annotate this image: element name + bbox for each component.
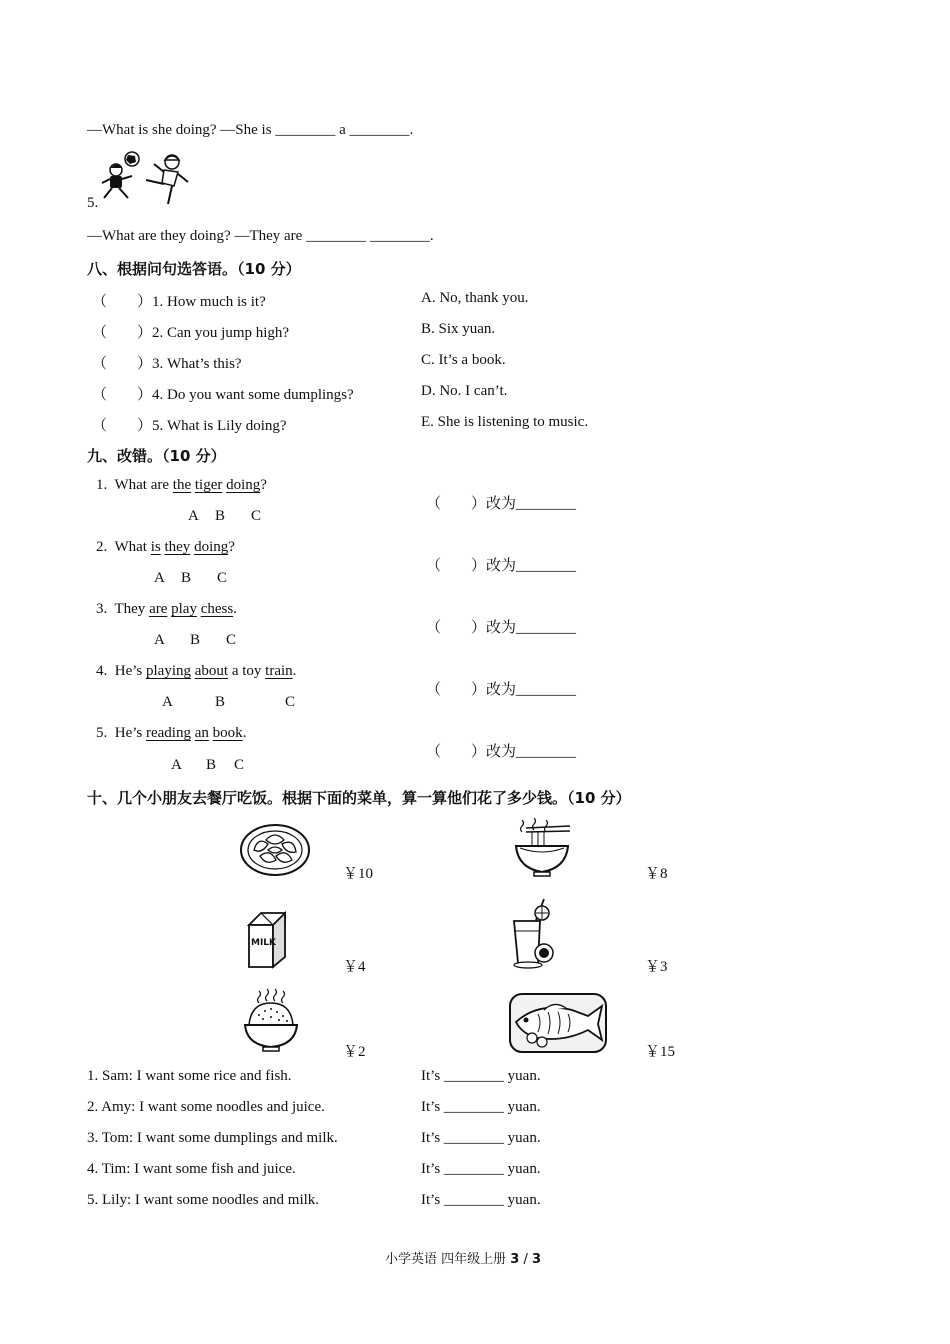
menu-price: ￥4 bbox=[343, 959, 366, 975]
menu-price: ￥2 bbox=[343, 1044, 366, 1060]
question-text: 2. Can you jump high? bbox=[152, 325, 290, 341]
error-sentence: 1. What are the tiger doing? bbox=[96, 477, 267, 493]
question-text: 1. How much is it? bbox=[152, 294, 266, 310]
underlined-word-c: doing bbox=[194, 539, 229, 555]
correction-row[interactable]: （ ）改为________ bbox=[426, 496, 577, 512]
underlined-word-a: playing bbox=[146, 663, 191, 679]
juice-glass-icon bbox=[510, 897, 562, 969]
q5-answer-line: —What are they doing? —They are ________ ________. bbox=[87, 228, 434, 244]
option-letter: B bbox=[190, 632, 201, 648]
error-sentence: 4. He’s playing about a toy train. bbox=[96, 663, 297, 679]
correction-row[interactable]: （ ）改为________ bbox=[426, 558, 577, 574]
order-answer-field[interactable]: It’s ________ yuan. bbox=[421, 1161, 541, 1177]
fish-plate-icon bbox=[508, 992, 608, 1054]
answer-option: C. It’s a book. bbox=[421, 352, 506, 368]
answer-option: A. No, thank you. bbox=[421, 290, 529, 306]
dumplings-plate-icon bbox=[240, 822, 310, 877]
footer-text: 小学英语 四年级上册 bbox=[385, 1252, 511, 1267]
order-text: 1. Sam: I want some rice and fish. bbox=[87, 1068, 292, 1084]
question-row bbox=[92, 352, 242, 373]
option-letter: B bbox=[215, 508, 226, 524]
menu-price: ￥15 bbox=[645, 1044, 676, 1060]
question-row bbox=[92, 383, 354, 404]
option-letter: A bbox=[154, 632, 165, 648]
option-letter: C bbox=[234, 757, 245, 773]
answer-option: B. Six yuan. bbox=[421, 321, 496, 337]
question-text: 4. Do you want some dumplings? bbox=[152, 387, 354, 403]
error-sentence: 3. They are play chess. bbox=[96, 601, 237, 617]
underlined-word-a: the bbox=[172, 477, 192, 493]
answer-paren[interactable]: （ ） bbox=[92, 418, 153, 434]
order-answer-field[interactable]: It’s ________ yuan. bbox=[421, 1192, 541, 1208]
option-letter: B bbox=[181, 570, 192, 586]
underlined-word-c: doing bbox=[226, 477, 261, 493]
underlined-word-c: book bbox=[212, 725, 243, 741]
option-letter: C bbox=[285, 694, 296, 710]
question-text: 5. What is Lily doing? bbox=[152, 418, 287, 434]
answer-option: D. No. I can’t. bbox=[421, 383, 508, 399]
option-letter: A bbox=[154, 570, 165, 586]
order-answer-field[interactable]: It’s ________ yuan. bbox=[421, 1068, 541, 1084]
page-total: 3 bbox=[531, 1252, 542, 1267]
section-9-title: 九、改错。（10 分） bbox=[87, 447, 226, 465]
option-letter: C bbox=[217, 570, 228, 586]
underlined-word-b: about bbox=[194, 663, 229, 679]
question-row bbox=[92, 414, 287, 435]
question-text: 3. What’s this? bbox=[152, 356, 242, 372]
menu-price: ￥8 bbox=[645, 866, 668, 882]
underlined-word-b: they bbox=[164, 539, 191, 555]
underlined-word-b: tiger bbox=[194, 477, 223, 493]
question-row bbox=[92, 290, 266, 311]
order-text: 2. Amy: I want some noodles and juice. bbox=[87, 1099, 325, 1115]
option-letter: A bbox=[188, 508, 199, 524]
order-text: 5. Lily: I want some noodles and milk. bbox=[87, 1192, 320, 1208]
option-letter: C bbox=[226, 632, 237, 648]
answer-option: E. She is listening to music. bbox=[421, 414, 589, 430]
kids-playing-football-icon bbox=[102, 150, 192, 208]
underlined-word-b: an bbox=[194, 725, 209, 741]
answer-paren[interactable]: （ ） bbox=[92, 325, 153, 341]
underlined-word-a: are bbox=[149, 601, 168, 617]
underlined-word-c: chess bbox=[200, 601, 234, 617]
underlined-word-c: train bbox=[265, 663, 293, 679]
correction-row[interactable]: （ ）改为________ bbox=[426, 620, 577, 636]
error-sentence: 5. He’s reading an book. bbox=[96, 725, 247, 741]
underlined-word-a: reading bbox=[146, 725, 191, 741]
option-letter: A bbox=[171, 757, 182, 773]
order-answer-field[interactable]: It’s ________ yuan. bbox=[421, 1099, 541, 1115]
section-8-title: 八、根据问句选答语。（10 分） bbox=[87, 260, 301, 278]
order-text: 3. Tom: I want some dumplings and milk. bbox=[87, 1130, 338, 1146]
order-answer-field[interactable]: It’s ________ yuan. bbox=[421, 1130, 541, 1146]
option-letter: C bbox=[251, 508, 262, 524]
question-row bbox=[92, 321, 289, 342]
milk-carton-icon bbox=[243, 909, 291, 969]
question-number: 5. bbox=[87, 195, 99, 211]
option-letter: A bbox=[162, 694, 173, 710]
answer-paren[interactable]: （ ） bbox=[92, 294, 153, 310]
menu-price: ￥3 bbox=[645, 959, 668, 975]
correction-row[interactable]: （ ）改为________ bbox=[426, 682, 577, 698]
page-footer: 小学英语 四年级上册 3 / 3 bbox=[385, 1252, 542, 1267]
underlined-word-a: is bbox=[150, 539, 161, 555]
order-text: 4. Tim: I want some fish and juice. bbox=[87, 1161, 296, 1177]
underlined-word-b: play bbox=[171, 601, 197, 617]
noodles-bowl-icon bbox=[512, 816, 572, 878]
error-sentence: 2. What is they doing? bbox=[96, 539, 235, 555]
page-number: 3 bbox=[510, 1252, 520, 1267]
answer-paren[interactable]: （ ） bbox=[92, 387, 153, 403]
correction-row[interactable]: （ ）改为________ bbox=[426, 744, 577, 760]
option-letter: B bbox=[215, 694, 226, 710]
rice-bowl-icon bbox=[243, 987, 299, 1053]
option-letter: B bbox=[206, 757, 217, 773]
svg-text:MILK: MILK bbox=[251, 938, 277, 948]
menu-price: ￥10 bbox=[343, 866, 374, 882]
q4-answer-line: —What is she doing? —She is ________ a ________. bbox=[87, 122, 414, 138]
answer-paren[interactable]: （ ） bbox=[92, 356, 153, 372]
section-10-title: 十、几个小朋友去餐厅吃饭。根据下面的菜单，算一算他们花了多少钱。（10 分） bbox=[87, 789, 631, 807]
